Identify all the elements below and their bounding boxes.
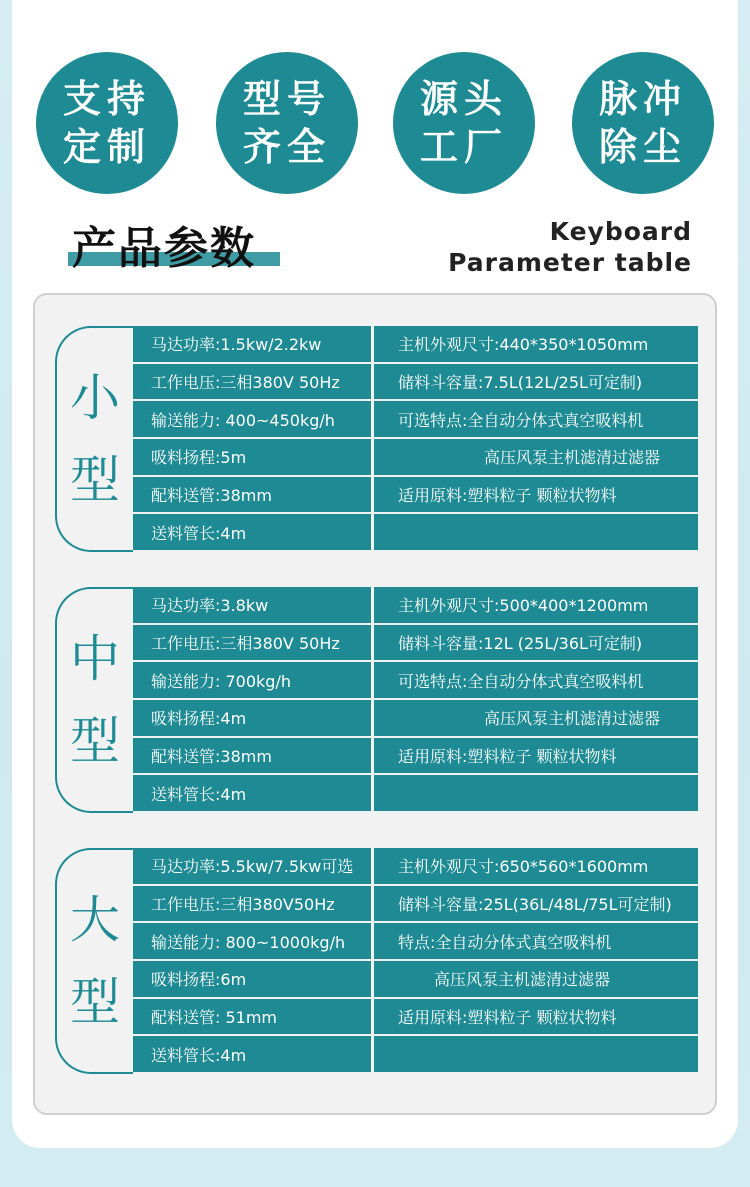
param-cell: 储料斗容量:7.5L(12L/25L可定制) bbox=[374, 364, 698, 400]
param-cell: 适用原料:塑料粒子 颗粒状物料 bbox=[374, 999, 698, 1035]
table-row bbox=[133, 738, 698, 776]
param-cell: 主机外观尺寸:650*560*1600mm bbox=[374, 848, 698, 884]
table-row bbox=[133, 439, 698, 477]
badge-line: 型号 bbox=[242, 77, 331, 121]
param-cell: 储料斗容量:12L (25L/36L可定制) bbox=[374, 625, 698, 661]
param-cell: 马达功率:5.5kw/7.5kw可选 bbox=[133, 848, 371, 884]
category-char: 型 bbox=[70, 451, 120, 509]
category-label bbox=[55, 848, 133, 1074]
table-row bbox=[133, 514, 698, 552]
badge-custom bbox=[36, 52, 178, 194]
param-cell: 适用原料:塑料粒子 颗粒状物料 bbox=[374, 738, 698, 774]
param-cell bbox=[374, 775, 698, 811]
badge-line: 工厂 bbox=[419, 125, 508, 169]
param-rows bbox=[133, 326, 698, 552]
param-cell: 吸料扬程:4m bbox=[133, 700, 371, 736]
param-cell: 输送能力: 400~450kg/h bbox=[133, 401, 371, 437]
param-cell: 马达功率:1.5kw/2.2kw bbox=[133, 326, 371, 362]
table-row bbox=[133, 477, 698, 515]
param-group-small bbox=[55, 326, 698, 552]
param-cell: 高压风泵主机滤清过滤器 bbox=[374, 700, 698, 736]
badge-line: 齐全 bbox=[242, 125, 331, 169]
param-cell: 工作电压:三相380V 50Hz bbox=[133, 625, 371, 661]
table-row bbox=[133, 401, 698, 439]
badge-factory bbox=[393, 52, 535, 194]
table-row bbox=[133, 364, 698, 402]
param-cell: 工作电压:三相380V50Hz bbox=[133, 886, 371, 922]
table-row bbox=[133, 775, 698, 813]
category-char: 大 bbox=[70, 891, 120, 949]
badge-line: 定制 bbox=[62, 125, 151, 169]
param-cell: 工作电压:三相380V 50Hz bbox=[133, 364, 371, 400]
table-row bbox=[133, 587, 698, 625]
param-cell: 主机外观尺寸:500*400*1200mm bbox=[374, 587, 698, 623]
param-cell: 配料送管:38mm bbox=[133, 477, 371, 513]
table-row bbox=[133, 886, 698, 924]
category-char: 型 bbox=[70, 712, 120, 770]
table-row bbox=[133, 923, 698, 961]
badge-pulse-dust bbox=[572, 52, 714, 194]
badge-line: 支持 bbox=[62, 77, 151, 121]
param-cell: 适用原料:塑料粒子 颗粒状物料 bbox=[374, 477, 698, 513]
table-row bbox=[133, 999, 698, 1037]
table-row bbox=[133, 700, 698, 738]
category-char: 小 bbox=[70, 369, 120, 427]
table-row bbox=[133, 662, 698, 700]
heading-en-line: Keyboard bbox=[549, 217, 692, 246]
category-label bbox=[55, 326, 133, 552]
param-group-large bbox=[55, 848, 698, 1074]
param-cell: 马达功率:3.8kw bbox=[133, 587, 371, 623]
category-char: 中 bbox=[70, 630, 120, 688]
param-cell: 配料送管: 51mm bbox=[133, 999, 371, 1035]
param-cell: 储料斗容量:25L(36L/48L/75L可定制) bbox=[374, 886, 698, 922]
param-cell: 送料管长:4m bbox=[133, 775, 371, 811]
table-row bbox=[133, 961, 698, 999]
heading-en-line: Parameter table bbox=[448, 248, 692, 277]
param-cell: 送料管长:4m bbox=[133, 514, 371, 550]
param-cell: 吸料扬程:6m bbox=[133, 961, 371, 997]
param-cell: 高压风泵主机滤清过滤器 bbox=[374, 439, 698, 475]
table-row bbox=[133, 326, 698, 364]
param-cell bbox=[374, 1036, 698, 1072]
param-cell: 可选特点:全自动分体式真空吸料机 bbox=[374, 662, 698, 698]
param-cell: 主机外观尺寸:440*350*1050mm bbox=[374, 326, 698, 362]
table-row bbox=[133, 625, 698, 663]
table-row bbox=[133, 1036, 698, 1074]
param-cell: 特点:全自动分体式真空吸料机 bbox=[374, 923, 698, 959]
param-rows bbox=[133, 587, 698, 813]
category-char: 型 bbox=[70, 973, 120, 1031]
param-cell: 配料送管:38mm bbox=[133, 738, 371, 774]
badge-models bbox=[216, 52, 358, 194]
param-cell: 送料管长:4m bbox=[133, 1036, 371, 1072]
param-cell: 输送能力: 800~1000kg/h bbox=[133, 923, 371, 959]
param-rows bbox=[133, 848, 698, 1074]
badge-line: 除尘 bbox=[598, 125, 687, 169]
param-cell: 可选特点:全自动分体式真空吸料机 bbox=[374, 401, 698, 437]
section-heading-en bbox=[448, 216, 692, 278]
param-cell: 输送能力: 700kg/h bbox=[133, 662, 371, 698]
category-label bbox=[55, 587, 133, 813]
badge-line: 源头 bbox=[419, 77, 508, 121]
param-cell: 高压风泵主机滤清过滤器 bbox=[374, 961, 698, 997]
param-cell: 吸料扬程:5m bbox=[133, 439, 371, 475]
param-group-medium bbox=[55, 587, 698, 813]
section-heading: 产品参数 bbox=[72, 223, 256, 274]
param-cell bbox=[374, 514, 698, 550]
feature-badges bbox=[0, 52, 750, 197]
badge-line: 脉冲 bbox=[598, 77, 687, 121]
table-row bbox=[133, 848, 698, 886]
